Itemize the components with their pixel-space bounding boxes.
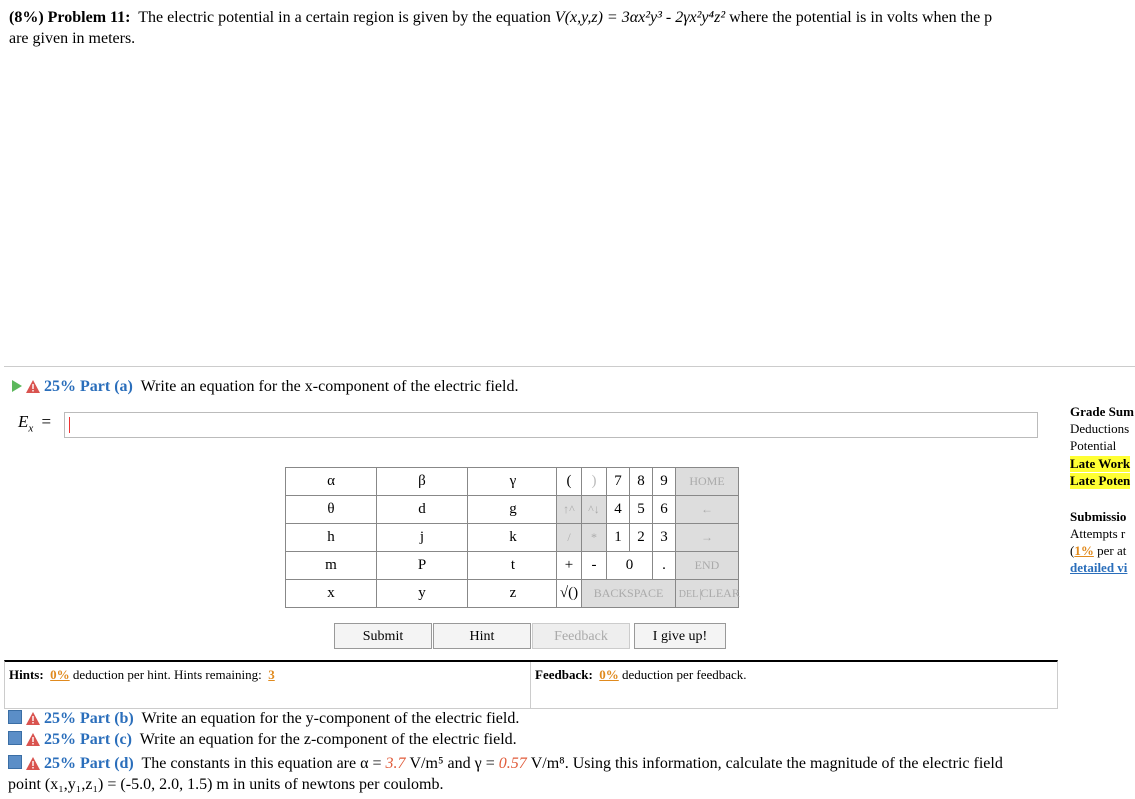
key-9[interactable]: 9 [653, 468, 676, 496]
potential-label: Potential [1070, 438, 1117, 453]
key-home[interactable]: HOME [676, 468, 739, 496]
problem-equation: V(x,y,z) = 3αx²y³ - 2γx²y⁴z² [554, 9, 726, 26]
key-3[interactable]: 3 [653, 524, 676, 552]
part-a-pct: 25% Part (a) [44, 378, 133, 395]
key-del[interactable]: DEL [678, 589, 701, 600]
grade-summary-title: Grade Sum [1070, 404, 1134, 419]
warning-icon [26, 733, 40, 751]
key-4[interactable]: 4 [607, 496, 630, 524]
key-right-arrow[interactable]: → [676, 524, 739, 552]
part-c-header[interactable] [8, 731, 517, 751]
feedback-info: Feedback: 0% deduction per feedback. [535, 667, 747, 682]
key-d[interactable]: d [377, 496, 468, 524]
submit-button[interactable]: Submit [334, 623, 432, 649]
key-decimal[interactable]: . [653, 552, 676, 580]
part-b-pct: 25% Part (b) [44, 710, 134, 727]
answer-label: $E_x$ = [18, 412, 52, 435]
key-m[interactable]: m [286, 552, 377, 580]
per-attempt: (1% per at [1070, 543, 1127, 558]
part-a-text: Write an equation for the x-component of the electric field. [140, 378, 519, 395]
key-y[interactable]: y [377, 580, 468, 608]
per-attempt-link[interactable]: 1% [1074, 543, 1094, 558]
key-g[interactable]: g [468, 496, 559, 524]
part-b-header[interactable] [8, 710, 519, 730]
attempts-label: Attempts r [1070, 526, 1126, 541]
problem-statement [9, 7, 1135, 49]
problem-text-a: The electric potential in a certain region is given by the equation [138, 9, 555, 26]
warning-icon [26, 757, 40, 775]
hints-remaining-link[interactable]: 3 [268, 667, 275, 682]
feedback-button[interactable]: Feedback [532, 623, 630, 649]
key-0[interactable]: 0 [607, 552, 653, 580]
feedback-pct-link[interactable]: 0% [599, 667, 619, 682]
key-del-clear [676, 580, 739, 608]
answer-input[interactable] [64, 412, 1038, 438]
warning-icon [26, 380, 40, 398]
key-7[interactable]: 7 [607, 468, 630, 496]
key-minus[interactable]: - [582, 552, 607, 580]
key-j[interactable]: j [377, 524, 468, 552]
key-divide[interactable]: / [557, 524, 582, 552]
problem-prefix: (8%) Problem 11: [9, 9, 131, 26]
divider [530, 662, 531, 708]
key-2[interactable]: 2 [630, 524, 653, 552]
key-5[interactable]: 5 [630, 496, 653, 524]
alpha-value: 3.7 [385, 755, 406, 772]
late-work-label: Late Work [1070, 456, 1131, 471]
late-potential-label: Late Poten [1070, 473, 1131, 488]
submissions-title: Submissio [1070, 509, 1127, 524]
collapse-icon[interactable] [8, 710, 22, 724]
variable-keypad [285, 467, 559, 608]
part-b-text: Write an equation for the y-component of the electric field. [141, 710, 520, 727]
key-left-arrow[interactable]: ← [676, 496, 739, 524]
key-backspace[interactable]: BACKSPACE [582, 580, 676, 608]
key-P[interactable]: P [377, 552, 468, 580]
warning-icon [26, 712, 40, 730]
text-caret [69, 417, 70, 433]
problem-text-b: where the potential is in volts when the p [725, 9, 993, 26]
hints-feedback-bar [4, 660, 1058, 709]
key-superscript[interactable]: ↑^ [557, 496, 582, 524]
key-k[interactable]: k [468, 524, 559, 552]
key-end[interactable]: END [676, 552, 739, 580]
key-gamma[interactable]: γ [468, 468, 559, 496]
gamma-value: 0.57 [498, 755, 527, 772]
key-sqrt[interactable]: √() [557, 580, 582, 608]
detailed-view-link[interactable]: detailed vi [1070, 560, 1128, 575]
collapse-icon[interactable] [8, 755, 22, 769]
key-plus[interactable]: + [557, 552, 582, 580]
numeric-keypad [556, 467, 739, 608]
key-clear[interactable]: CLEAR [700, 586, 740, 600]
key-beta[interactable]: β [377, 468, 468, 496]
key-6[interactable]: 6 [653, 496, 676, 524]
hints-pct-link[interactable]: 0% [50, 667, 70, 682]
part-d-header[interactable]: 25% Part (d) The constants in this equation are α = 3.7 V/m⁵ and γ = 0.57 V/m⁸. Using this information, calculate the magnitude of the electric field [8, 755, 1003, 775]
hints-info: Hints: 0% deduction per hint. Hints remaining: 3 [9, 667, 275, 682]
key-1[interactable]: 1 [607, 524, 630, 552]
key-multiply[interactable]: * [582, 524, 607, 552]
deductions-label: Deductions [1070, 421, 1130, 436]
key-x[interactable]: x [286, 580, 377, 608]
hint-button[interactable]: Hint [433, 623, 531, 649]
part-d-pct: 25% Part (d) [44, 755, 134, 772]
key-alpha[interactable]: α [286, 468, 377, 496]
key-theta[interactable]: θ [286, 496, 377, 524]
part-a-header[interactable] [12, 378, 518, 398]
part-c-text: Write an equation for the z-component of the electric field. [139, 731, 517, 748]
part-c-pct: 25% Part (c) [44, 731, 132, 748]
part-d-text1: The constants in this equation are α = [141, 755, 386, 772]
collapse-icon[interactable] [8, 731, 22, 745]
give-up-button[interactable]: I give up! [634, 623, 726, 649]
key-8[interactable]: 8 [630, 468, 653, 496]
key-subscript[interactable]: ^↓ [582, 496, 607, 524]
problem-line2: are given in meters. [9, 30, 136, 47]
part-d-line2: point (x₁,y₁,z₁) = (-5.0, 2.0, 1.5) m in units of newtons per coulomb. [8, 776, 444, 793]
key-z[interactable]: z [468, 580, 559, 608]
key-open-paren[interactable]: ( [557, 468, 582, 496]
key-h[interactable]: h [286, 524, 377, 552]
play-icon[interactable] [12, 380, 22, 392]
key-close-paren[interactable]: ) [582, 468, 607, 496]
separator [4, 366, 1135, 367]
key-t[interactable]: t [468, 552, 559, 580]
